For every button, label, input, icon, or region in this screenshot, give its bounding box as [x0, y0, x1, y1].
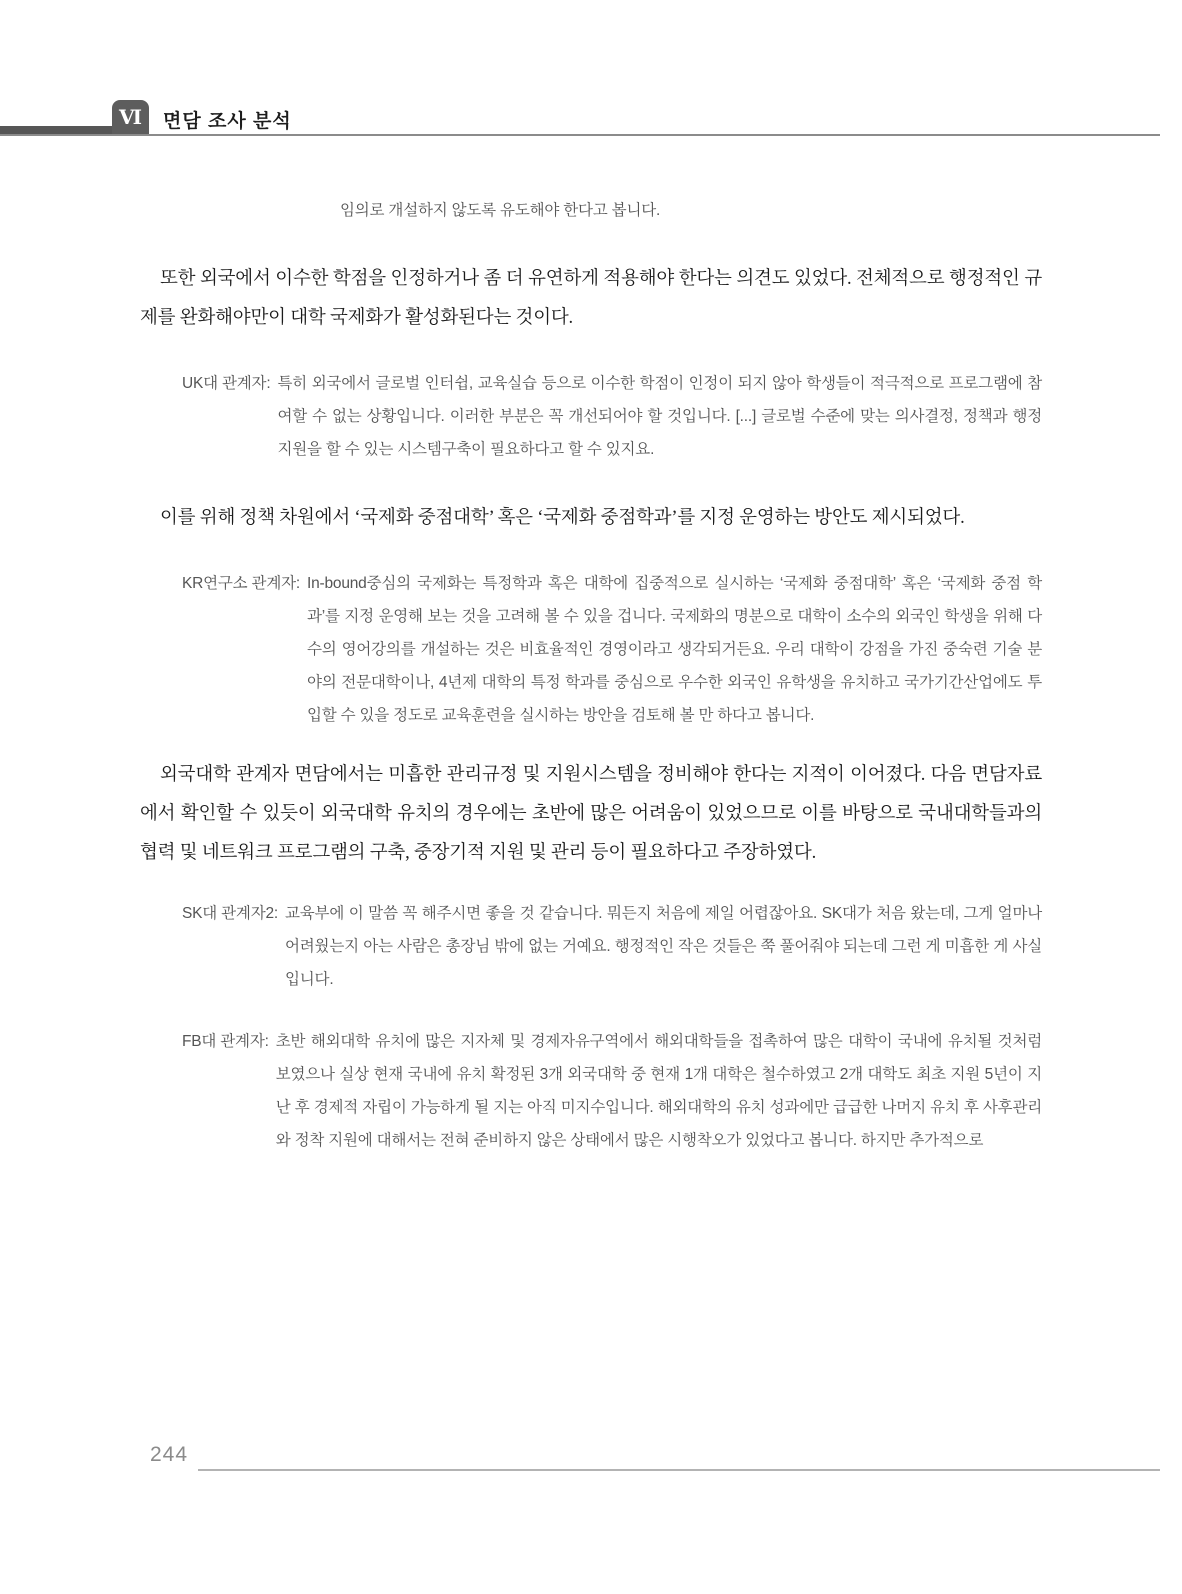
quote-speaker: SK대 관계자2:	[182, 905, 279, 922]
quote-speaker: UK대 관계자:	[182, 375, 271, 392]
header-accent-bar	[0, 126, 127, 134]
quote-speaker: FB대 관계자:	[182, 1033, 269, 1050]
quote-text: 특히 외국에서 글로벌 인터쉽, 교육실습 등으로 이수한 학점이 인정이 되지 않아 학생들이 적극적으로 프로그램에 참여할 수 없는 상황입니다. 이러한 부분은 꼭 개선되어야 할 것입니다. [...] 글로벌 수준에 맞는 의사결정, 정책과 행정 지원을 할 수 있는 시스템구축이 필요하다고 할 수 있지요.	[277, 375, 1042, 458]
quote-text: 교육부에 이 말씀 꼭 해주시면 좋을 것 같습니다. 뭐든지 처음에 제일 어렵잖아요. SK대가 처음 왔는데, 그게 얼마나 어려웠는지 아는 사람은 총장님 밖에 없는 거예요. 행정적인 작은 것들은 쭉 풀어줘야 되는데 그런 게 미흡한 게 사실입니다.	[285, 905, 1042, 988]
quote-text: 초반 해외대학 유치에 많은 지자체 및 경제자유구역에서 해외대학들을 접촉하여 많은 대학이 국내에 유치될 것처럼 보였으나 실상 현재 국내에 유치 확정된 3개 외국대학 중 현재 1개 대학은 철수하였고 2개 대학도 최초 지원 5년이 지난 후 경제적 자립이 가능하게 될 지는 아직 미지수입니다. 해외대학의 유치 성과에만 급급한 나머지 유치 후 사후관리와 정착 지원에 대해서는 전혀 준비하지 않은 상태에서 많은 시행착오가 있었다고 봅니다. 하지만 추가적으로	[275, 1033, 1042, 1149]
chapter-number: Ⅵ	[119, 106, 142, 129]
chapter-title: 면담 조사 분석	[163, 111, 292, 132]
interview-quote	[140, 367, 1042, 466]
interview-quote	[140, 897, 1042, 996]
body-paragraph: 외국대학 관계자 면담에서는 미흡한 관리규정 및 지원시스템을 정비해야 한다는 지적이 이어졌다. 다음 면담자료에서 확인할 수 있듯이 외국대학 유치의 경우에는 초반에 많은 어려움이 있었으므로 이를 바탕으로 국내대학들과의 협력 및 네트워크 프로그램의 구축, 중장기적 지원 및 관리 등이 필요하다고 주장하였다.	[140, 765, 1042, 863]
footer-rule	[198, 1469, 1160, 1471]
page-content	[0, 136, 1182, 1157]
body-paragraph: 또한 외국에서 이수한 학점을 인정하거나 좀 더 유연하게 적용해야 한다는 의견도 있었다. 전체적으로 행정적인 규제를 완화해야만이 대학 국제화가 활성화된다는 것이다.	[140, 269, 1042, 328]
interview-quote	[140, 567, 1042, 732]
quote-continuation: 임의로 개설하지 않도록 유도해야 한다고 봅니다.	[340, 202, 661, 219]
interview-quote	[140, 1025, 1042, 1157]
page-number: 244	[150, 1443, 189, 1466]
chapter-badge	[112, 100, 149, 134]
body-paragraph: 이를 위해 정책 차원에서 ‘국제화 중점대학’ 혹은 ‘국제화 중점학과’를 지정 운영하는 방안도 제시되었다.	[160, 508, 965, 528]
quote-speaker: KR연구소 관계자:	[182, 575, 300, 592]
quote-text: In-bound중심의 국제화는 특정학과 혹은 대학에 집중적으로 실시하는 ‘국제화 중점대학’ 혹은 ‘국제화 중점 학과’를 지정 운영해 보는 것을 고려해 볼 수 있을 겁니다. 국제화의 명분으로 대학이 소수의 외국인 학생을 위해 다수의 영어강의를 개설하는 것은 비효율적인 경영이라고 생각되거든요. 우리 대학이 강점을 가진 중숙련 기술 분야의 전문대학이나, 4년제 대학의 특정 학과를 중심으로 우수한 외국인 유학생을 유치하고 국가기간산업에도 투입할 수 있을 정도로 교육훈련을 실시하는 방안을 검토해 볼 만 하다고 봅니다.	[306, 575, 1042, 724]
